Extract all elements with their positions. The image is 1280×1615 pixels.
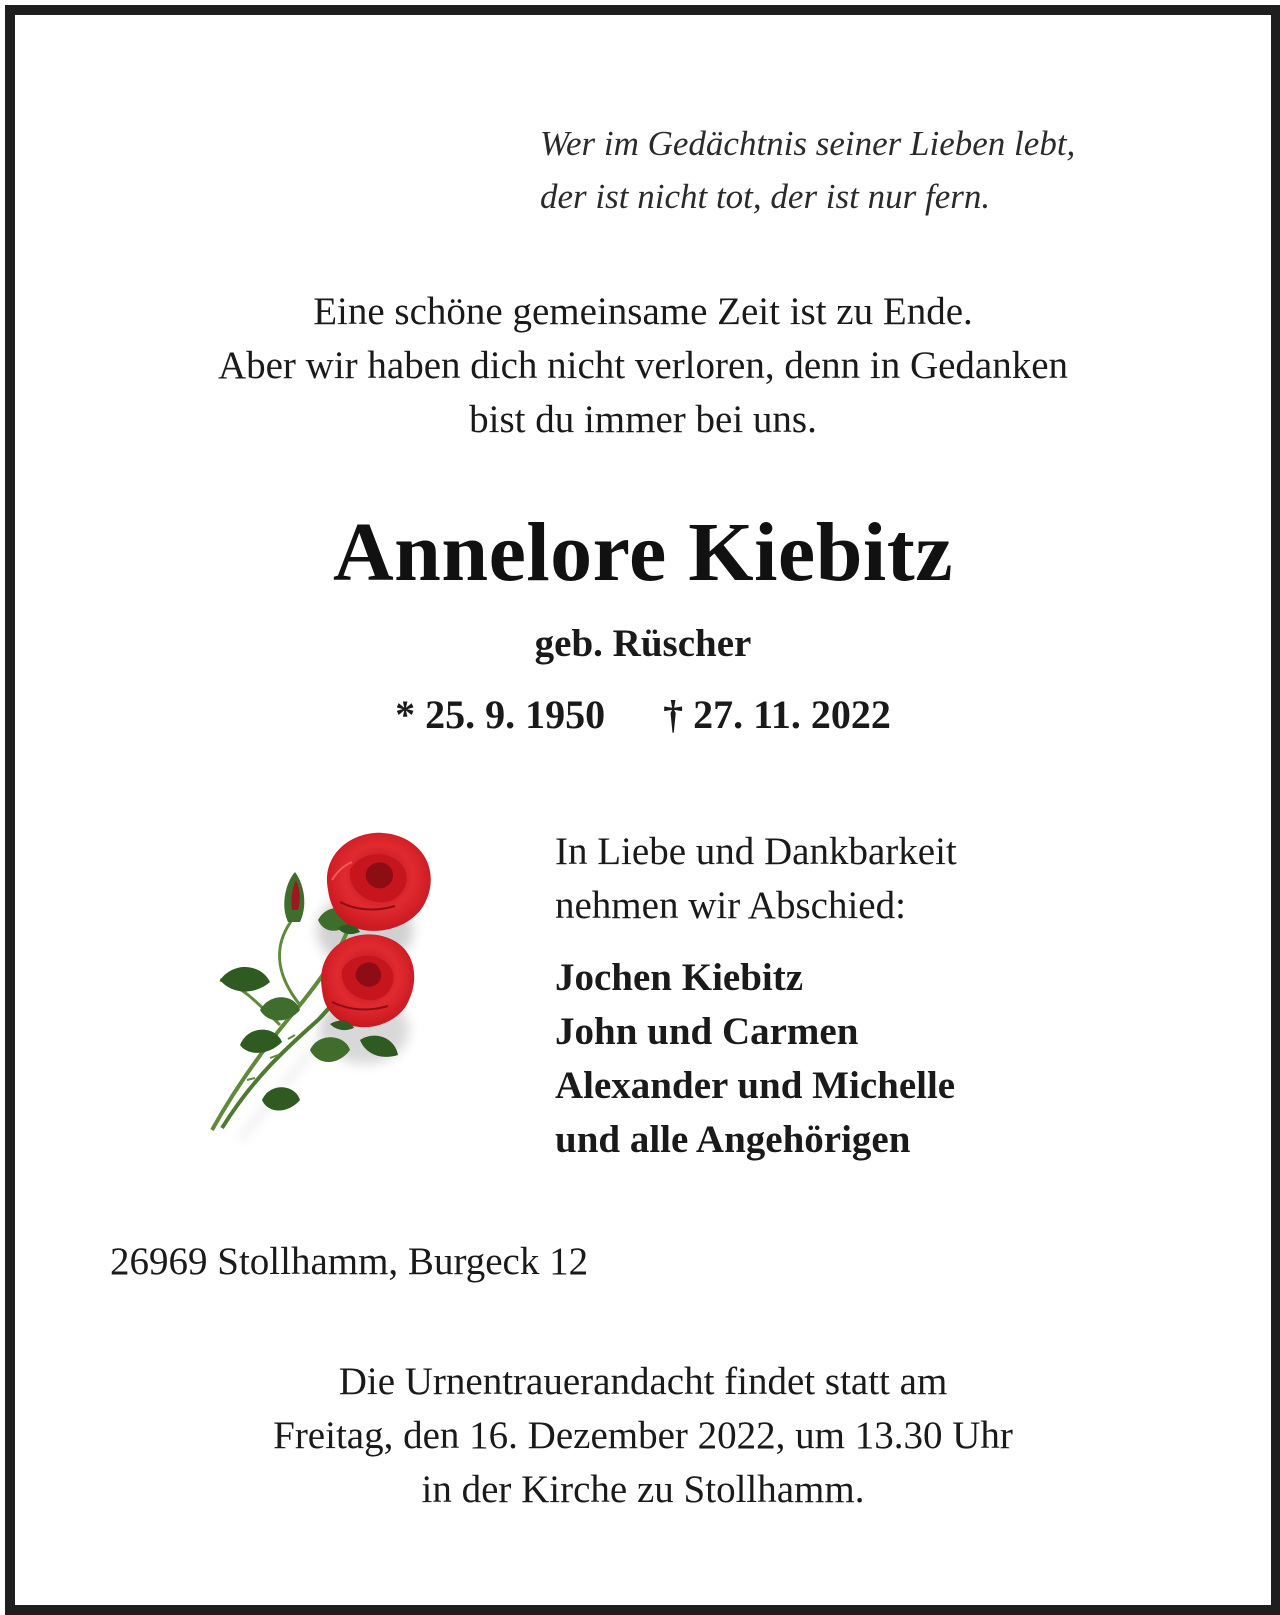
red-roses-icon [200,810,460,1170]
maiden-name: geb. Rüscher [534,622,752,665]
motto-line: der ist nicht tot, der ist nur fern. [540,177,991,216]
death-date: † 27. 11. 2022 [663,692,891,737]
mourner-name: und alle Angehörigen [555,1118,911,1161]
service-line: in der Kirche zu Stollhamm. [421,1468,865,1511]
farewell-line: In Liebe und Dankbarkeit [555,830,957,873]
mourner-name: Jochen Kiebitz [555,956,804,999]
service-line: Freitag, den 16. Dezember 2022, um 13.30 Uhr [273,1414,1013,1457]
service-info [15,1355,1271,1517]
motto-quote [540,117,1180,223]
obituary-frame [5,5,1280,1615]
farewell-line: nehmen wir Abschied: [555,884,906,927]
intro-text [15,285,1271,447]
farewell-text [555,825,1235,933]
mourners-list [555,951,1235,1167]
intro-line: Aber wir haben dich nicht verloren, denn in Gedanken [217,344,1069,387]
service-line: Die Urnentrauerandacht findet statt am [338,1360,948,1403]
motto-line: Wer im Gedächtnis seiner Lieben lebt, [540,124,1076,163]
address: 26969 Stollhamm, Burgeck 12 [110,1240,589,1283]
mourner-name: John und Carmen [555,1010,859,1053]
birth-date: * 25. 9. 1950 [395,692,606,737]
intro-line: bist du immer bei uns. [469,398,817,441]
mourner-name: Alexander und Michelle [555,1064,956,1107]
life-dates [15,690,1271,740]
intro-line: Eine schöne gemeinsame Zeit ist zu Ende. [313,290,973,333]
deceased-name: Annelore Kiebitz [332,506,954,599]
